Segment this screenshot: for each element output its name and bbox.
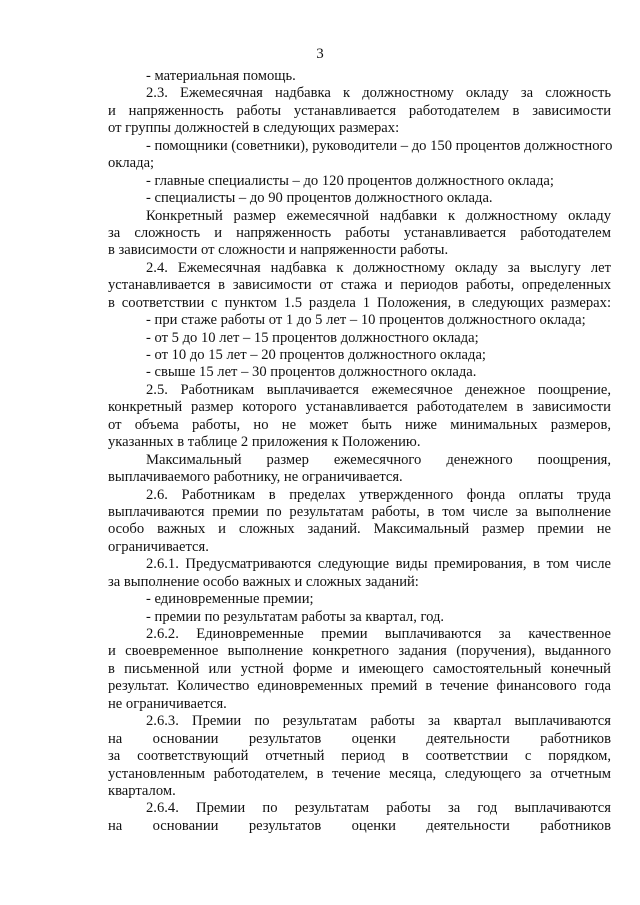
text-line: - от 10 до 15 лет – 20 процентов должностного оклада; <box>146 347 486 363</box>
text-line: за соответствующий отчетный период в соответствии с порядком, <box>108 748 611 765</box>
text-line: и своевременное выполнение конкретного задания (поручения), выданного <box>108 643 611 660</box>
text-line: 2.6.3. Премии по результатам работы за квартал выплачиваются <box>146 713 611 730</box>
text-line: выплачиваются премии по результатам работы, в том числе за выполнение <box>108 503 611 520</box>
text-line: от объема работы, но не может быть ниже минимальных размеров, <box>108 416 611 433</box>
text-line: от группы должностей в следующих размерах: <box>108 120 400 137</box>
text-line: на основании результатов оценки деятельности работников <box>108 730 611 747</box>
page-number: 3 <box>316 46 324 62</box>
text-line: 2.5. Работникам выплачивается ежемесячное денежное поощрение, <box>146 381 611 398</box>
text-line: - свыше 15 лет – 30 процентов должностного оклада. <box>146 364 477 381</box>
text-line: особо важных и сложных заданий. Максимальный размер премии не <box>108 521 611 538</box>
text-line: оклада; <box>108 155 155 172</box>
text-line: на основании результатов оценки деятельности работников <box>108 817 611 834</box>
text-line: и напряженность работы устанавливается работодателем в зависимости <box>108 102 611 119</box>
text-line: в зависимости от сложности и напряженности работы. <box>108 242 449 259</box>
text-line: - помощники (советники), руководители – до 150 процентов должностного <box>146 137 613 154</box>
text-line: 2.6.4. Премии по результатам работы за год выплачиваются <box>146 800 611 817</box>
text-line: - от 5 до 10 лет – 15 процентов должностного оклада; <box>146 329 479 346</box>
text-line: - при стаже работы от 1 до 5 лет – 10 процентов должностного оклада; <box>146 312 586 329</box>
text-line: в письменной или устной форме и имеющего самостоятельный конечный <box>108 660 611 677</box>
text-line: Конкретный размер ежемесячной надбавки к должностному окладу <box>146 207 611 224</box>
text-line: - единовременные премии; <box>146 591 314 608</box>
text-line: - главные специалисты – до 120 процентов должностного оклада; <box>146 172 554 189</box>
text-line: установленным работодателем, в течение месяца, следующего за отчетным <box>108 765 611 782</box>
text-line: кварталом. <box>108 782 176 799</box>
text-line: не ограничивается. <box>108 695 227 712</box>
text-line: выплачиваемого работнику, не ограничивается. <box>108 469 403 486</box>
text-line: - специалисты – до 90 процентов должностного оклада. <box>146 190 493 207</box>
text-line: - премии по результатам работы за квартал, год. <box>146 608 445 625</box>
text-line: ограничивается. <box>108 538 209 555</box>
text-line: Максимальный размер ежемесячного денежного поощрения, <box>146 451 611 468</box>
text-line: 2.6.2. Единовременные премии выплачиваются за качественное <box>146 626 611 642</box>
text-line: 2.3. Ежемесячная надбавка к должностному окладу за сложность <box>146 85 611 102</box>
text-line: в соответствии с пунктом 1.5 раздела 1 Положения, в следующих размерах: <box>108 294 611 311</box>
text-line: устанавливается в зависимости от стажа и периодов работы, определенных <box>108 277 611 294</box>
text-line: результат. Количество единовременных премий в течение финансового года <box>108 678 611 695</box>
text-line: - материальная помощь. <box>146 68 296 84</box>
text-line: за выполнение особо важных и сложных заданий: <box>108 573 419 590</box>
text-line: 2.4. Ежемесячная надбавка к должностному окладу за выслугу лет <box>146 259 611 276</box>
text-line: 2.6.1. Предусматриваются следующие виды премирования, в том числе <box>146 556 611 573</box>
text-line: конкретный размер которого устанавливается работодателем в зависимости <box>108 399 611 416</box>
document-body <box>108 68 611 835</box>
text-line: за сложность и напряженность работы устанавливается работодателем <box>108 224 611 241</box>
text-line: указанных в таблице 2 приложения к Положению. <box>108 434 421 451</box>
text-line: 2.6. Работникам в пределах утвержденного фонда оплаты труда <box>146 486 611 503</box>
